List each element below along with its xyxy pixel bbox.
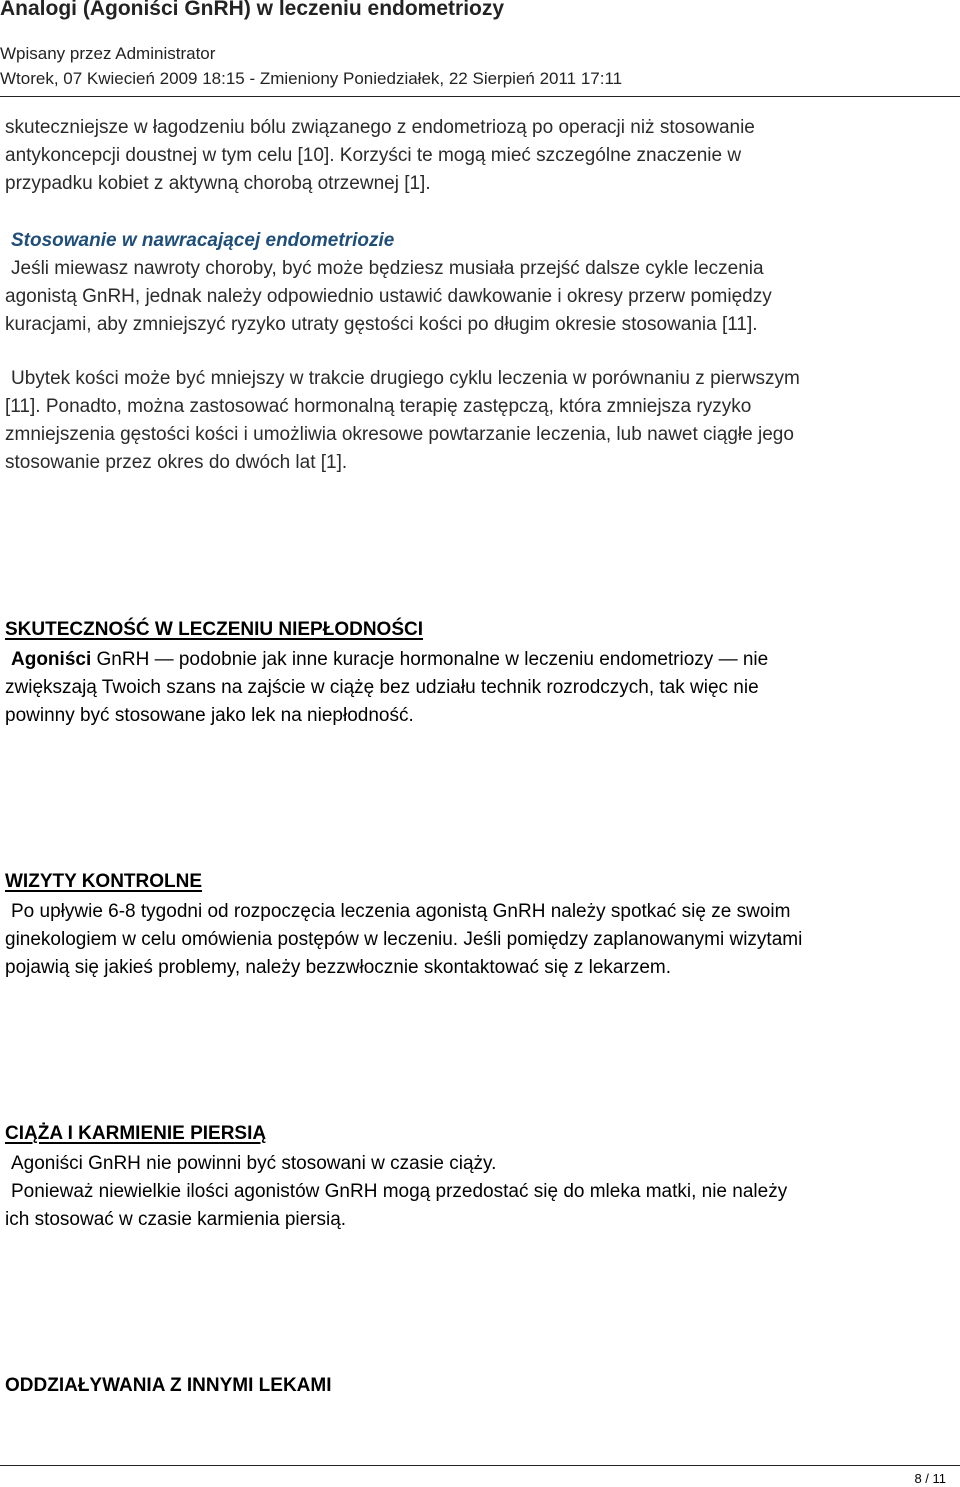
- infertility-line-2: zwiększają Twoich szans na zajście w ciążę bez udziału technik rozrodczych, tak więc nie: [5, 677, 759, 698]
- intro-line-1: skuteczniejsze w łagodzeniu bólu związanego z endometriozą po operacji niż stosowanie: [5, 117, 755, 138]
- infertility-line-1: [11, 646, 960, 674]
- recurrent-p1-line-1: Jeśli miewasz nawroty choroby, być może będziesz musiała przejść dalsze cykle leczenia: [11, 258, 764, 279]
- followup-line-3: pojawią się jakieś problemy, należy bezzwłocznie skontaktować się z lekarzem.: [5, 957, 671, 978]
- footer-divider: [0, 1465, 960, 1466]
- infertility-lead-word: Agoniści: [11, 649, 92, 670]
- recurrent-p2-line-2: [11]. Ponadto, można zastosować hormonalną terapię zastępczą, która zmniejsza ryzyko: [5, 396, 752, 417]
- pregnancy-line-2: Ponieważ niewielkie ilości agonistów GnRH mogą przedostać się do mleka matki, nie należy: [11, 1181, 788, 1202]
- followup-line-2: ginekologiem w celu omówienia postępów w leczeniu. Jeśli pomiędzy zaplanowanymi wizytami: [5, 929, 803, 950]
- infertility-heading: SKUTECZNOŚĆ W LECZENIU NIEPŁODNOŚCI: [5, 619, 424, 640]
- recurrent-subheading: Stosowanie w nawracającej endometriozie: [11, 230, 395, 251]
- pregnancy-line-1: Agoniści GnRH nie powinni być stosowani w czasie ciąży.: [11, 1153, 497, 1174]
- pregnancy-heading: CIĄŻA I KARMIENIE PIERSIĄ: [5, 1123, 267, 1144]
- recurrent-p2-line-1: Ubytek kości może być mniejszy w trakcie drugiego cyklu leczenia w porównaniu z pierwszym: [11, 368, 800, 389]
- infertility-line-1-rest: GnRH — podobnie jak inne kuracje hormonalne w leczeniu endometriozy — nie: [91, 649, 769, 670]
- date-line: Wtorek, 07 Kwiecień 2009 18:15 - Zmieniony Poniedziałek, 22 Sierpień 2011 17:11: [0, 69, 623, 88]
- pregnancy-line-3: ich stosować w czasie karmienia piersią.: [5, 1209, 347, 1230]
- recurrent-p2-line-4: stosowanie przez okres do dwóch lat [1].: [5, 452, 348, 473]
- infertility-line-3: powinny być stosowane jako lek na niepłodność.: [5, 705, 414, 726]
- page-number: 8 / 11: [914, 1471, 946, 1486]
- recurrent-p2-line-3: zmniejszenia gęstości kości i umożliwia okresowe powtarzanie leczenia, lub nawet ciągłe jego: [5, 424, 794, 445]
- header-divider: [0, 96, 960, 97]
- intro-line-2: antykoncepcji doustnej w tym celu [10]. Korzyści te mogą mieć szczególne znaczenie w: [5, 145, 742, 166]
- interactions-heading: ODDZIAŁYWANIA Z INNYMI LEKAMI: [5, 1375, 332, 1396]
- followup-line-1: Po upływie 6-8 tygodni od rozpoczęcia leczenia agonistą GnRH należy spotkać się ze swoim: [11, 901, 791, 922]
- followup-heading: WIZYTY KONTROLNE: [5, 871, 203, 892]
- recurrent-p1-line-2: agonistą GnRH, jednak należy odpowiednio ustawić dawkowanie i okresy przerw pomiędzy: [5, 286, 772, 307]
- page-title: Analogi (Agoniści GnRH) w leczeniu endometriozy: [0, 0, 505, 20]
- recurrent-p1-line-3: kuracjami, aby zmniejszyć ryzyko utraty gęstości kości po długim okresie stosowania [11].: [5, 314, 758, 335]
- intro-line-3: przypadku kobiet z aktywną chorobą otrzewnej [1].: [5, 173, 431, 194]
- author-line: Wpisany przez Administrator: [0, 44, 216, 63]
